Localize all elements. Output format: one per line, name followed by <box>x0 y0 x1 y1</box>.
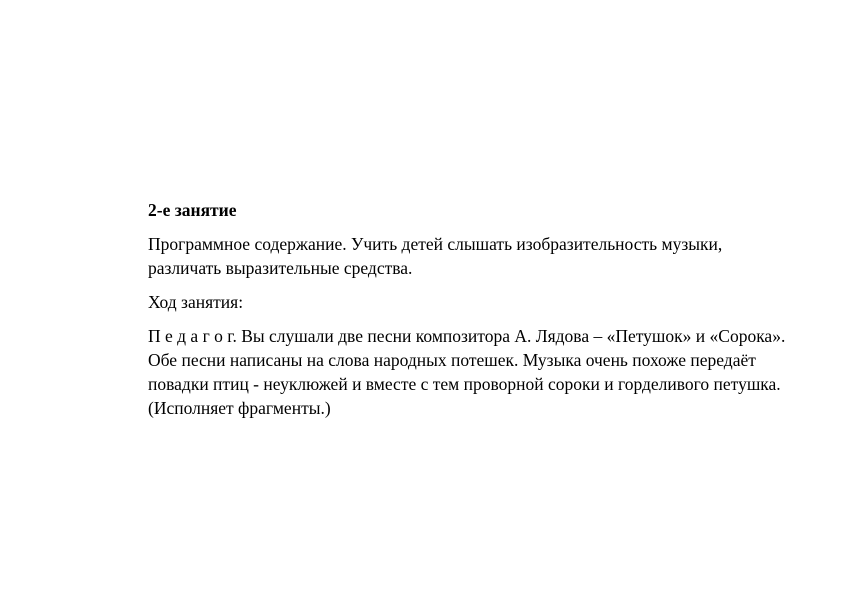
speaker-label: П е д а г о г. <box>148 326 237 346</box>
teacher-speech-text: Вы слушали две песни композитора А. Лядова – «Петушок» и «Сорока». Обе песни написаны на слова народных потешек. Музыка очень похоже передаёт повадки птиц - неуклюжей и вместе с тем проворной сороки и горделивого петушка. (Исполняет фрагменты.) <box>148 326 786 418</box>
teacher-speech-paragraph <box>148 324 788 420</box>
document-body <box>148 198 788 430</box>
lesson-course-label: Ход занятия: <box>148 292 244 312</box>
program-content-paragraph: Программное содержание. Учить детей слышать изобразительность музыки, различать выразительные средства. <box>148 234 723 278</box>
lesson-heading: 2-е занятие <box>148 200 237 220</box>
